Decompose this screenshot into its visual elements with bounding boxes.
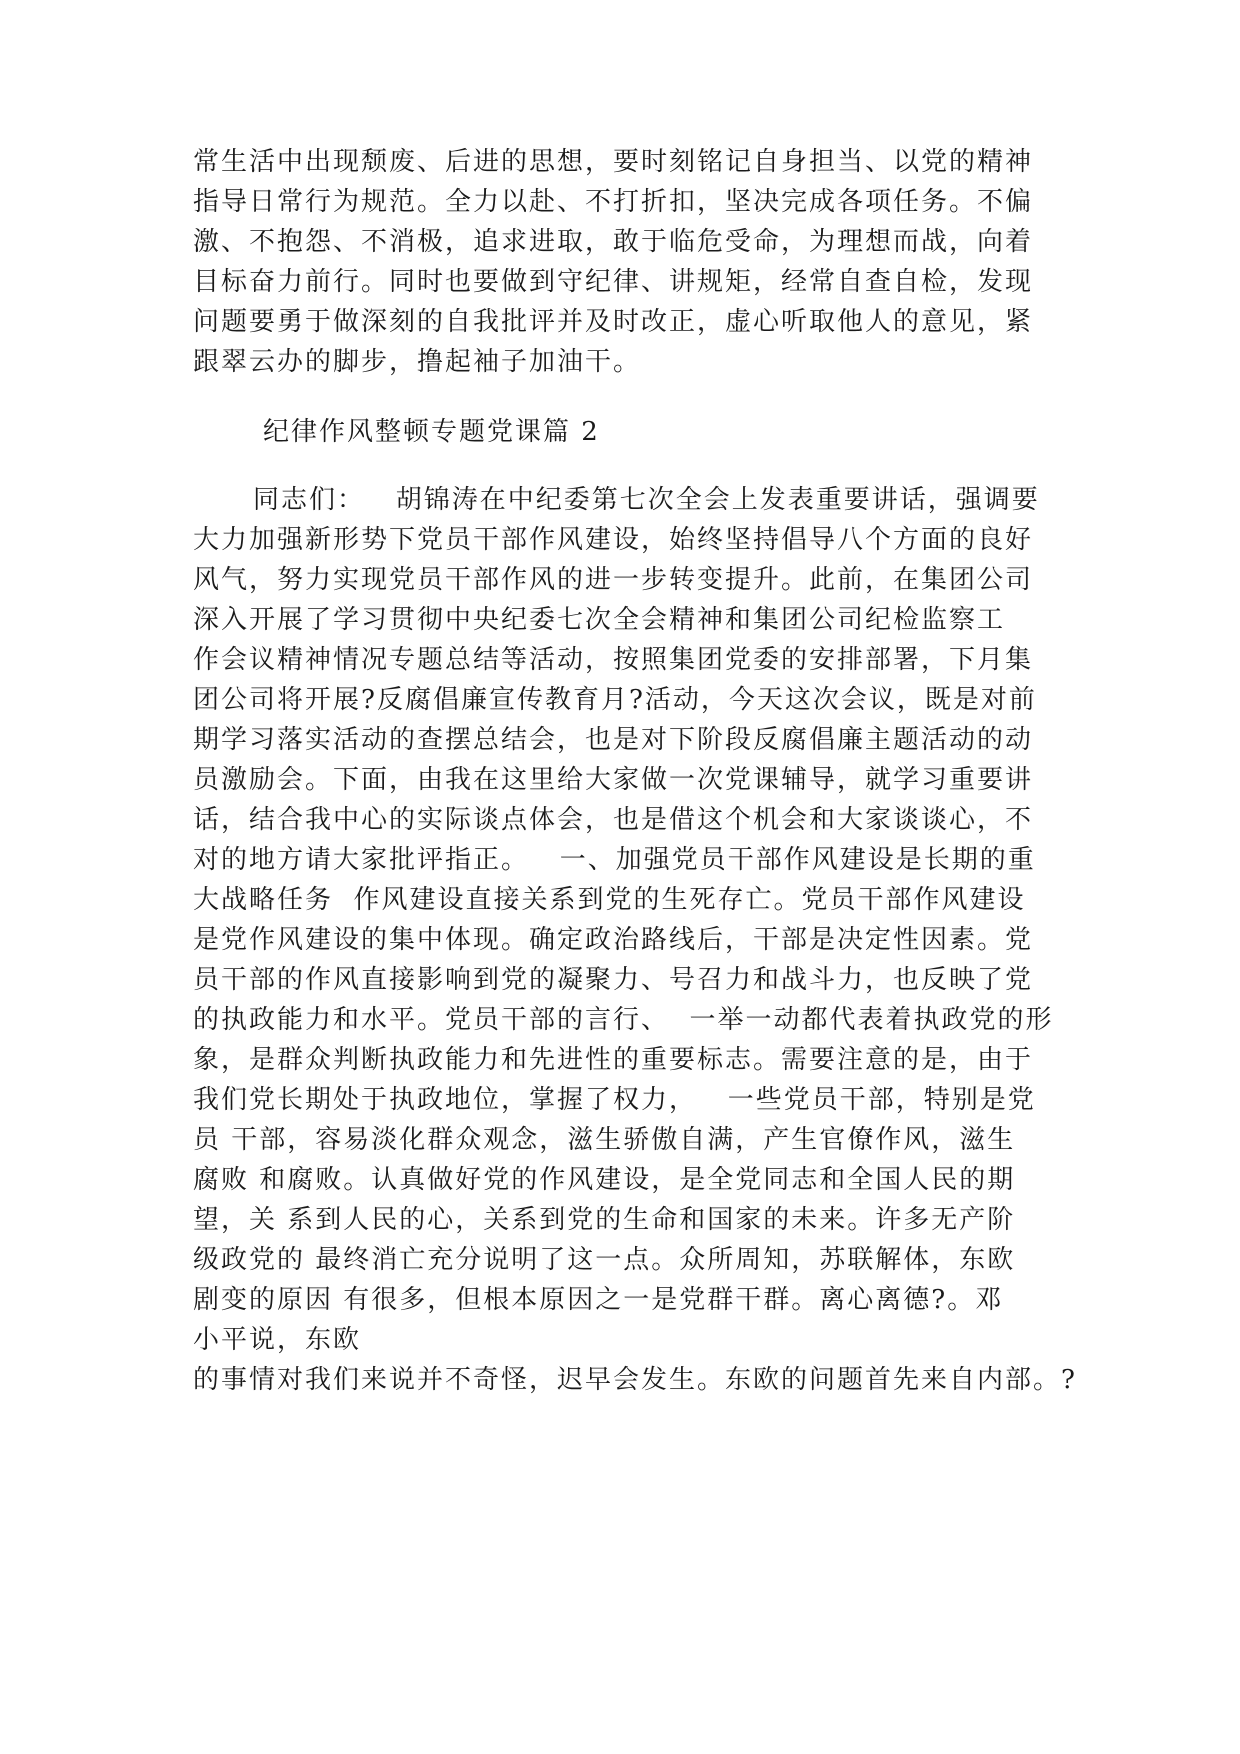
- paragraph-line: 员 干部，容易淡化群众观念，滋生骄傲自满，产生官僚作风，滋生: [193, 1125, 1016, 1155]
- paragraph-line: 指导日常行为规范。全力以赴、不打折扣，坚决完成各项任务。不偏: [193, 187, 1034, 217]
- paragraph-line: 常生活中出现颓废、后进的思想，要时刻铭记自身担当、以党的精神: [193, 147, 1034, 177]
- paragraph-line: 期学习落实活动的查摆总结会，也是对下阶段反腐倡廉主题活动的动: [193, 725, 1034, 755]
- paragraph-line: 的事情对我们来说并不奇怪，迟早会发生。东欧的问题首先来自内部。?: [193, 1365, 1077, 1395]
- paragraph-line: 作会议精神情况专题总结等活动，按照集团党委的安排部署，下月集: [193, 645, 1034, 675]
- paragraph-line: 激、不抱怨、不消极，追求进取，敢于临危受命，为理想而战，向着: [193, 227, 1034, 257]
- paragraph-line: 话，结合我中心的实际谈点体会，也是借这个机会和大家谈谈心，不: [193, 805, 1034, 835]
- paragraph-line: 大战略任务 作风建设直接关系到党的生死存亡。党员干部作风建设: [193, 885, 1026, 915]
- paragraph-line: 级政党的 最终消亡充分说明了这一点。众所周知，苏联解体，东欧: [193, 1245, 1016, 1275]
- paragraph-line: 象，是群众判断执政能力和先进性的重要标志。需要注意的是，由于: [193, 1045, 1034, 1075]
- paragraph-line: 深入开展了学习贯彻中央纪委七次全会精神和集团公司纪检监察工: [193, 605, 1006, 635]
- paragraph-line: 员干部的作风直接影响到党的凝聚力、号召力和战斗力，也反映了党: [193, 965, 1034, 995]
- section-title: 纪律作风整顿专题党课篇 2: [263, 417, 600, 447]
- paragraph-line: 问题要勇于做深刻的自我批评并及时改正，虚心听取他人的意见，紧: [193, 307, 1034, 337]
- paragraph-line: 我们党长期处于执政地位，掌握了权力， 一些党员干部，特别是党: [193, 1085, 1036, 1115]
- paragraph-line: 风气，努力实现党员干部作风的进一步转变提升。此前，在集团公司: [193, 565, 1034, 595]
- paragraph-line: 大力加强新形势下党员干部作风建设，始终坚持倡导八个方面的良好: [193, 525, 1034, 555]
- paragraph-line: 的执政能力和水平。党员干部的言行、 一举一动都代表着执政党的形: [193, 1005, 1054, 1035]
- paragraph-line: 望，关 系到人民的心，关系到党的生命和国家的未来。许多无产阶: [193, 1205, 1016, 1235]
- paragraph-line: 同志们： 胡锦涛在中纪委第七次全会上发表重要讲话，强调要: [253, 485, 1040, 515]
- paragraph-line: 目标奋力前行。同时也要做到守纪律、讲规矩，经常自查自检，发现: [193, 267, 1034, 297]
- paragraph-line: 团公司将开展?反腐倡廉宣传教育月?活动，今天这次会议，既是对前: [193, 685, 1037, 715]
- paragraph-line: 小平说，东欧: [193, 1325, 362, 1355]
- paragraph-line: 剧变的原因 有很多，但根本原因之一是党群干群。离心离德?。邓: [193, 1285, 1004, 1315]
- paragraph-line: 跟翠云办的脚步，撸起袖子加油干。: [193, 347, 642, 377]
- paragraph-line: 员激励会。下面，由我在这里给大家做一次党课辅导，就学习重要讲: [193, 765, 1034, 795]
- paragraph-line: 是党作风建设的集中体现。确定政治路线后，干部是决定性因素。党: [193, 925, 1034, 955]
- paragraph-line: 对的地方请大家批评指正。 一、加强党员干部作风建设是长期的重: [193, 845, 1036, 875]
- paragraph-line: 腐败 和腐败。认真做好党的作风建设，是全党同志和全国人民的期: [193, 1165, 1016, 1195]
